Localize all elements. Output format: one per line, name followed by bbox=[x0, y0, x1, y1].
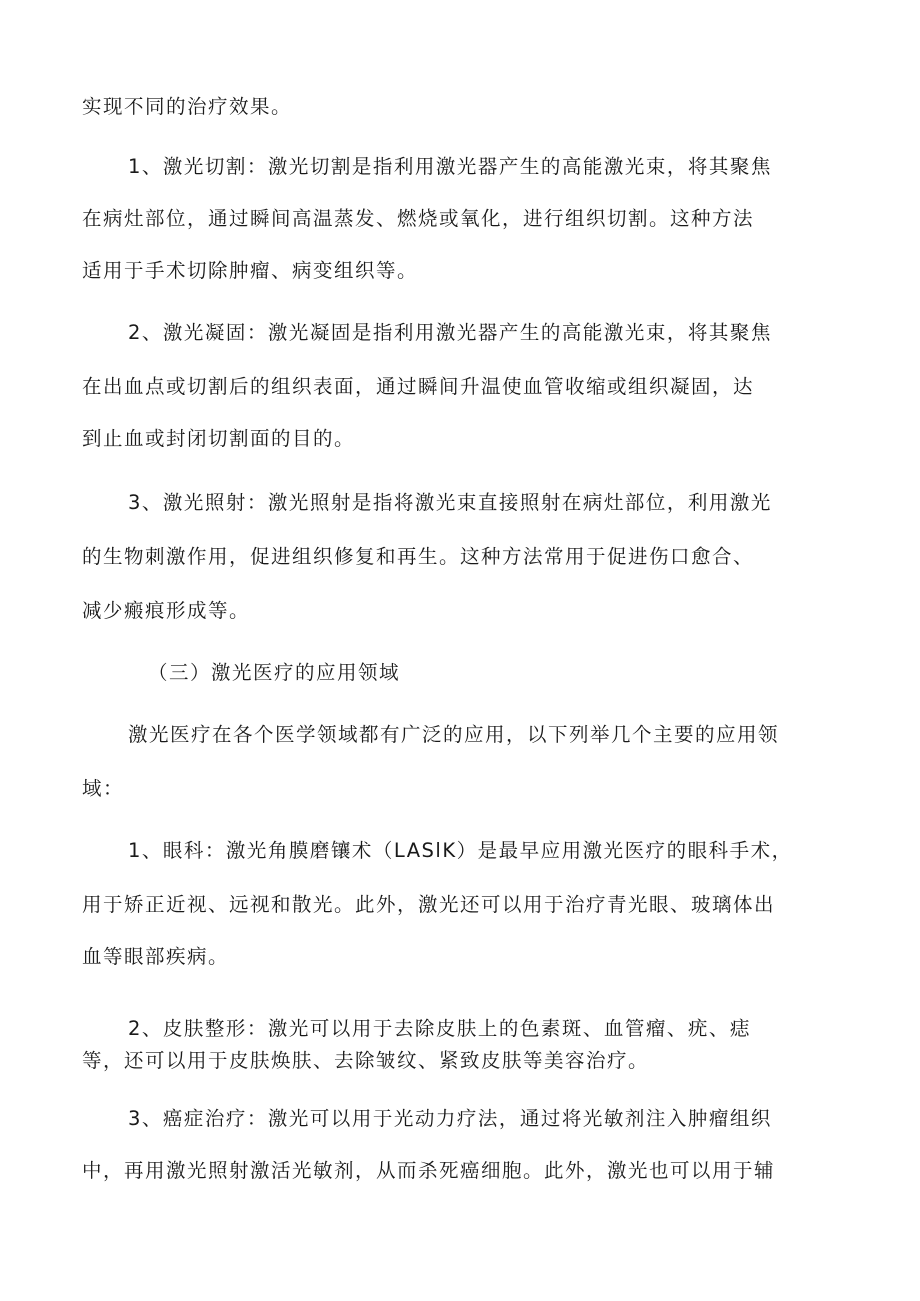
paragraph-line: 到止血或封闭切割面的目的。 bbox=[82, 427, 356, 450]
paragraph-line: 实现不同的治疗效果。 bbox=[82, 95, 293, 118]
paragraph-line: 适用于手术切除肿瘤、病变组织等。 bbox=[82, 259, 419, 282]
section-heading: （三）激光医疗的应用领域 bbox=[148, 661, 401, 684]
paragraph-line: 中，再用激光照射激活光敏剂，从而杀死癌细胞。此外，激光也可以用于辅 bbox=[82, 1159, 776, 1182]
paragraph-line: 域： bbox=[82, 777, 125, 800]
paragraph-line: 1、眼科：激光角膜磨镶术（LASlK）是最早应用激光医疗的眼科手术， bbox=[128, 839, 793, 862]
paragraph-line: 血等眼部疾病。 bbox=[82, 945, 230, 968]
paragraph-line: 3、激光照射：激光照射是指将激光束直接照射在病灶部位，利用激光 bbox=[128, 491, 772, 514]
paragraph-line: 3、癌症治疗：激光可以用于光动力疗法，通过将光敏剂注入肿瘤组织 bbox=[128, 1107, 772, 1130]
paragraph-line: 减少瘢痕形成等。 bbox=[82, 599, 251, 622]
paragraph-line: 用于矫正近视、远视和散光。此外，激光还可以用于治疗青光眼、玻璃体出 bbox=[82, 893, 776, 916]
paragraph-line: 在病灶部位，通过瞬间高温蒸发、燃烧或氧化，进行组织切割。这种方法 bbox=[82, 207, 755, 230]
paragraph-line: 等，还可以用于皮肤焕肤、去除皱纹、紧致皮肤等美容治疗。 bbox=[82, 1049, 650, 1072]
paragraph-line: 2、激光凝固：激光凝固是指利用激光器产生的高能激光束，将其聚焦 bbox=[128, 321, 772, 344]
paragraph-line: 1、激光切割：激光切割是指利用激光器产生的高能激光束，将其聚焦 bbox=[128, 155, 772, 178]
paragraph-line: 在出血点或切割后的组织表面，通过瞬间升温使血管收缩或组织凝固，达 bbox=[82, 375, 755, 398]
paragraph-line: 激光医疗在各个医学领域都有广泛的应用，以下列举几个主要的应用领 bbox=[128, 723, 780, 746]
paragraph-line: 2、皮肤整形：激光可以用于去除皮肤上的色素斑、血管瘤、疣、痣 bbox=[128, 1017, 751, 1040]
paragraph-line: 的生物刺激作用，促进组织修复和再生。这种方法常用于促进伤口愈合、 bbox=[82, 545, 755, 568]
